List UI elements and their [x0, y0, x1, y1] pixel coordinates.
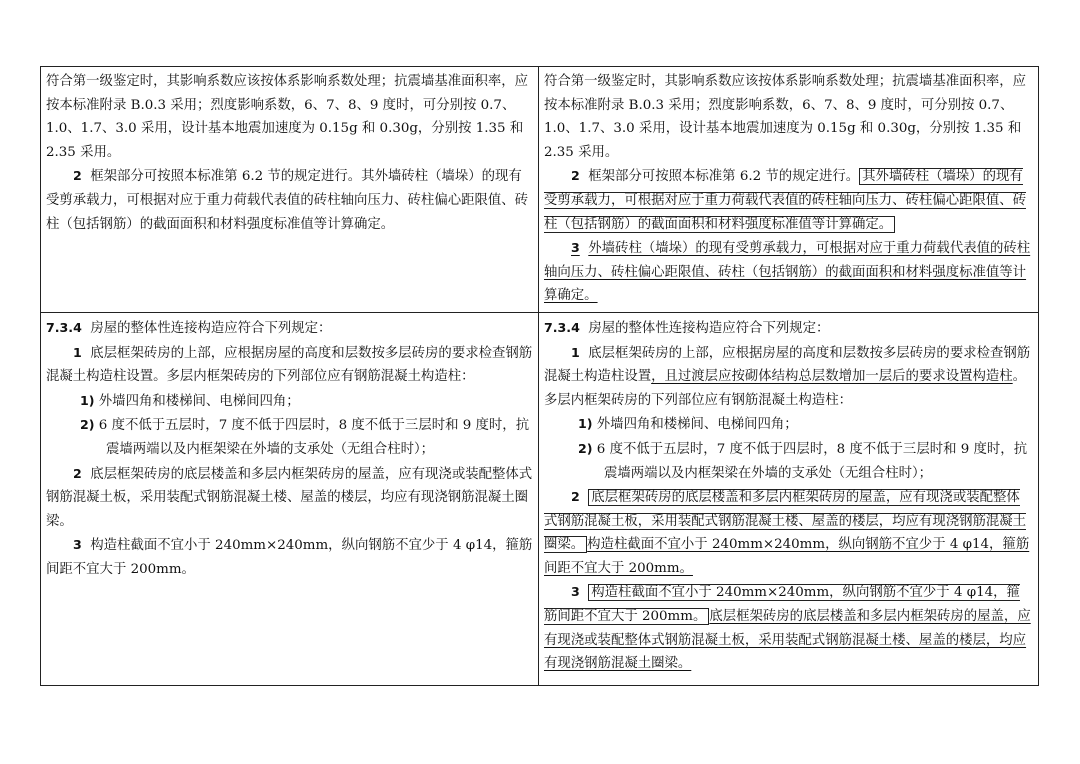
item-text: 构造柱截面不宜小于 240mm×240mm，纵向钢筋不宜少于 4 φ14，箍筋间距不宜大于 200mm。	[46, 538, 533, 577]
paragraph	[544, 580, 1033, 675]
table-row	[41, 67, 1039, 313]
item-number: 3	[571, 240, 580, 256]
sub-item-number: 2)	[578, 440, 593, 456]
item-text: 框架部分可按照本标准第 6.2 节的规定进行。其外墙砖柱（墙垛）的现有受剪承载力，可根据对应于重力荷载代表值的砖柱轴向压力、砖柱偏心距限值、砖柱（包括钢筋）的截面面积和材料强度标准值等计算确定。	[46, 169, 529, 232]
sub-item	[544, 412, 1033, 437]
paragraph: 符合第一级鉴定时，其影响系数应该按体系影响系数处理；抗震墙基准面积率，应按本标准附录 B.0.3 采用；烈度影响系数，6、7、8、9 度时，可分别按 0.7、1.0、1.7、3.0 采用，设计基本地震加速度为 0.15g 和 0.30g，分别按 1.35 和 2.35 采用。	[46, 74, 529, 160]
sub-item-text: 6 度不低于五层时，7 度不低于四层时，8 度不低于三层时和 9 度时，抗震墙两端以及内框架梁在外墙的支承处（无组合柱时）；	[98, 418, 530, 457]
clause-number: 7.3.4	[544, 319, 580, 335]
sub-item-text: 外墙四角和楼梯间、电梯间四角；	[596, 417, 798, 433]
paragraph	[46, 341, 533, 389]
sub-item-number: 1)	[80, 392, 95, 408]
sub-item-number: 2)	[80, 417, 95, 433]
item-number: 3	[73, 537, 82, 553]
item-number: 3	[571, 584, 580, 600]
deleted-text-box: 其外墙砖柱（墙垛）的现有受剪承载力，可根据对应于重力荷载代表值的砖柱轴向压力、砖柱偏心距限值、砖柱（包括钢筋）的截面面积和材料强度标准值等计算确定。	[544, 169, 1027, 232]
item-number: 2	[73, 465, 82, 481]
item-text: 底层框架砖房的底层楼盖和多层内框架砖房的屋盖，应有现浇或装配整体式钢筋混凝土板，采用装配式钢筋混凝土楼、屋盖的楼层，均应有现浇钢筋混凝土圈梁。	[46, 466, 533, 529]
sub-item-text: 6 度不低于五层时，7 度不低于四层时，8 度不低于三层时和 9 度时，抗震墙两端以及内框架梁在外墙的支承处（无组合柱时）；	[596, 441, 1028, 481]
original-text-cell	[41, 67, 539, 313]
table-row	[41, 312, 1039, 685]
item-number: 2	[571, 489, 580, 505]
sub-item	[46, 413, 533, 461]
item-text: 框架部分可按照本标准第 6.2 节的规定进行。	[588, 169, 860, 185]
revised-text-cell	[539, 312, 1039, 685]
paragraph	[46, 533, 533, 581]
item-number: 2	[571, 168, 580, 184]
paragraph	[544, 341, 1033, 413]
added-text-underline: 构造柱截面不宜小于 240mm×240mm，纵向钢筋不宜少于 4 φ14，箍筋间距不宜大于 200mm。	[544, 537, 1030, 576]
sub-item-number: 1)	[578, 416, 593, 432]
comparison-table	[40, 66, 1039, 686]
clause-heading	[46, 316, 533, 341]
clause-title: 房屋的整体性连接构造应符合下列规定：	[588, 320, 830, 336]
sub-item	[544, 437, 1033, 485]
clause-heading	[544, 316, 1033, 341]
paragraph	[544, 485, 1033, 580]
paragraph: 符合第一级鉴定时，其影响系数应该按体系影响系数处理；抗震墙基准面积率，应按本标准附录 B.0.3 采用；烈度影响系数，6、7、8、9 度时，可分别按 0.7、1.0、1.7、3.0 采用，设计基本地震加速度为 0.15g 和 0.30g，分别按 1.35 和 2.35 采用。	[544, 74, 1027, 160]
item-text: 底层框架砖房的上部，应根据房屋的高度和层数按多层砖房的要求检查钢筋混凝土构造柱设置。多层内框架砖房的下列部位应有钢筋混凝土构造柱：	[46, 345, 533, 385]
item-text: 底层框架砖房的上部，应根据房屋的高度和层数按多层砖房的要求检查钢筋混凝土构造柱设置	[544, 345, 1031, 385]
item-number: 2	[73, 168, 82, 184]
revised-text-cell	[539, 67, 1039, 313]
original-text-cell	[41, 312, 539, 685]
paragraph	[46, 164, 533, 236]
clause-number: 7.3.4	[46, 319, 82, 335]
item-number: 1	[571, 344, 580, 360]
paragraph	[544, 164, 1033, 236]
added-text-underline: 外墙砖柱（墙垛）的现有受剪承载力，可根据对应于重力荷载代表值的砖柱轴向压力、砖柱偏心距限值、砖柱（包括钢筋）的截面面积和材料强度标准值等计算确定。	[544, 241, 1031, 304]
deleted-text-box: 底层框架砖房的底层楼盖和多层内框架砖房的屋盖，应有现浇或装配整体式钢筋混凝土板，采用装配式钢筋混凝土楼、屋盖的楼层，均应有现浇钢筋混凝土圈梁。	[544, 490, 1027, 553]
paragraph	[46, 462, 533, 534]
added-text-underline: 底层框架砖房的底层楼盖和多层内框架砖房的屋盖，应有现浇或装配整体式钢筋混凝土板，采用装配式钢筋混凝土楼、屋盖的楼层，均应有现浇钢筋混凝土圈梁。	[544, 609, 1031, 672]
sub-item	[46, 389, 533, 414]
deleted-text-box: 构造柱截面不宜小于 240mm×240mm，纵向钢筋不宜少于 4 φ14，箍筋间距不宜大于 200mm。	[544, 585, 1020, 625]
added-text-underline: ，且过渡层应按砌体结构总层数增加一层后的要求设置构造柱	[651, 369, 1013, 385]
item-number: 1	[73, 344, 82, 360]
paragraph	[544, 236, 1033, 308]
item-text: 。多层内框架砖房的下列部位应有钢筋混凝土构造柱：	[544, 369, 1027, 408]
clause-title: 房屋的整体性连接构造应符合下列规定：	[90, 320, 332, 336]
sub-item-text: 外墙四角和楼梯间、电梯间四角；	[98, 393, 300, 409]
